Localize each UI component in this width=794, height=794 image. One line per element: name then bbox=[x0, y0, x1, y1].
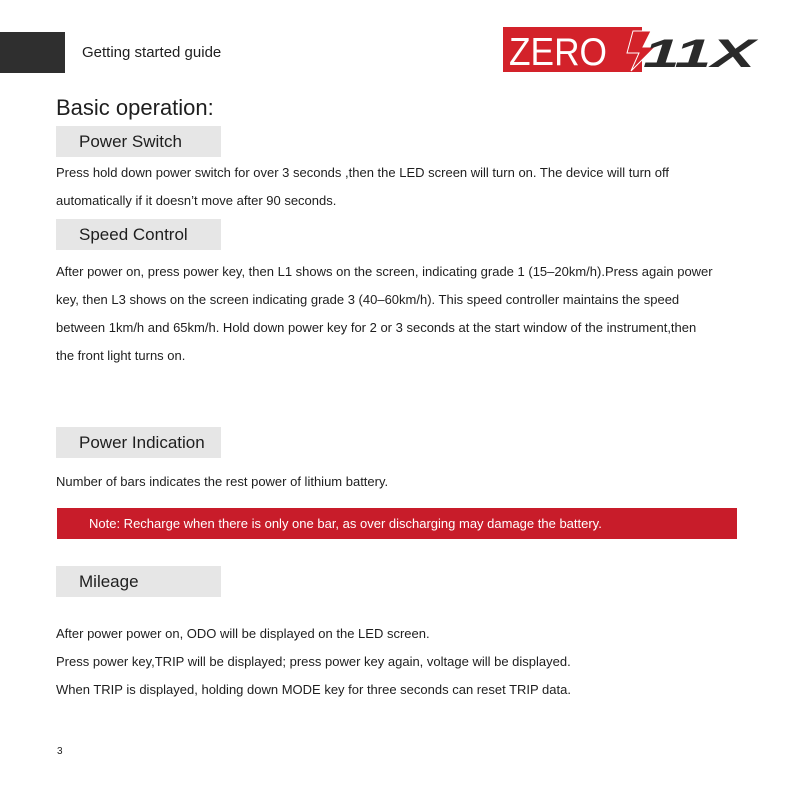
page-number: 3 bbox=[57, 746, 63, 757]
speed-control-line-3: between 1km/h and 65km/h. Hold down power key for 2 or 3 seconds at the start window of the instrument,then bbox=[56, 320, 697, 335]
logo-wordmark: ZERO bbox=[509, 31, 607, 72]
power-switch-line-1: Press hold down power switch for over 3 seconds ,then the LED screen will turn on. The device will turn off bbox=[56, 165, 669, 180]
section-label-speed-control: Speed Control bbox=[56, 219, 221, 250]
mileage-line-2: Press power key,TRIP will be displayed; press power key again, voltage will be displayed. bbox=[56, 654, 571, 669]
speed-control-line-2: key, then L3 shows on the screen indicating grade 3 (40–60km/h). This speed controller maintains the speed bbox=[56, 292, 680, 307]
power-indication-line-1: Number of bars indicates the rest power of lithium battery. bbox=[56, 474, 389, 489]
power-switch-line-2: automatically if it doesn’t move after 90 seconds. bbox=[56, 193, 337, 208]
speed-control-line-4: the front light turns on. bbox=[56, 348, 186, 363]
section-label-power-switch: Power Switch bbox=[56, 126, 221, 157]
logo-mark: 11X bbox=[643, 32, 759, 72]
section-label-mileage: Mileage bbox=[56, 566, 221, 597]
speed-control-line-1: After power on, press power key, then L1 shows on the screen, indicating grade 1 (15–20km/h).Press again power bbox=[56, 264, 713, 279]
zero-11x-logo bbox=[503, 27, 759, 72]
guide-title: Getting started guide bbox=[82, 44, 222, 61]
page-heading: Basic operation: bbox=[56, 95, 214, 120]
battery-note-banner: Note: Recharge when there is only one bar, as over discharging may damage the battery. bbox=[57, 508, 737, 539]
mileage-line-1: After power power on, ODO will be displayed on the LED screen. bbox=[56, 626, 430, 641]
section-label-power-indication: Power Indication bbox=[56, 427, 221, 458]
header-corner-block bbox=[0, 32, 65, 73]
mileage-line-3: When TRIP is displayed, holding down MODE key for three seconds can reset TRIP data. bbox=[56, 682, 571, 697]
